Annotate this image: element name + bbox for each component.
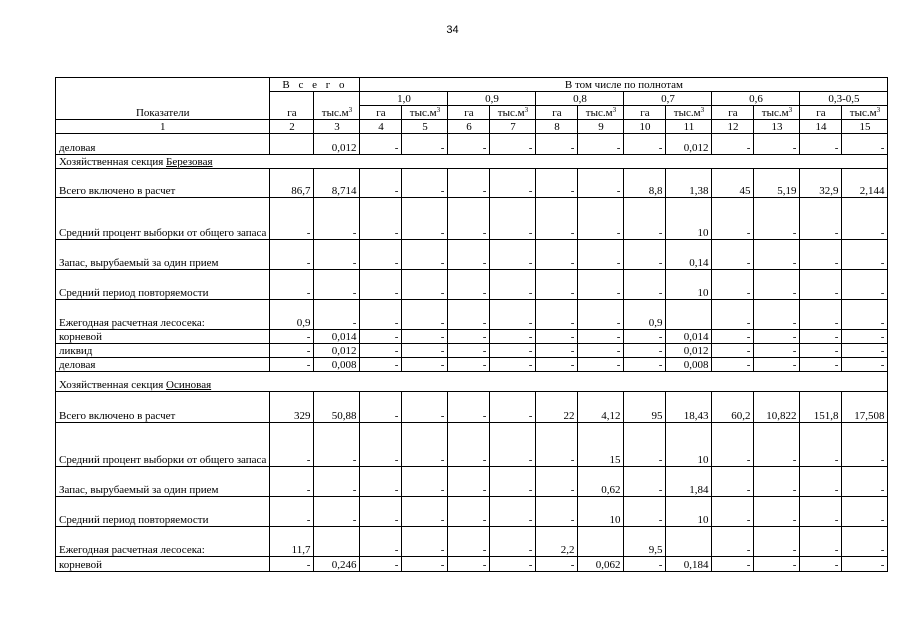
table-cell: 10 [666,198,712,240]
table-cell: - [624,423,666,467]
table-row [56,423,888,467]
table-cell: 10 [666,270,712,300]
table-cell: - [270,270,314,300]
table-cell: 0,014 [314,330,360,344]
table-cell: - [448,467,490,497]
table-cell: - [800,497,842,527]
table-cell: - [624,134,666,155]
table-cell: - [712,467,754,497]
table-cell: - [754,330,800,344]
table-cell: - [842,330,888,344]
header-indicators: Показатели [56,78,270,120]
table-cell: - [402,497,448,527]
column-number: 8 [536,120,578,134]
table-row [56,270,888,300]
table-cell: 8,8 [624,169,666,198]
table-cell: - [842,423,888,467]
table-cell: 0,012 [666,344,712,358]
table-cell: - [360,358,402,372]
table-cell: - [360,330,402,344]
column-number: 6 [448,120,490,134]
header-density-5: 0,3-0,5 [800,92,888,106]
table-cell: 151,8 [800,392,842,423]
table-cell: - [754,198,800,240]
table-cell: - [402,392,448,423]
table-cell [666,300,712,330]
header-density-1: 0,9 [448,92,536,106]
table-cell: - [578,240,624,270]
table-cell: - [800,300,842,330]
table-cell: 0,012 [666,134,712,155]
table-cell: - [402,423,448,467]
header-density-1-m3: $тыс.м^3$ [490,106,536,120]
header-density-4-ha: га [712,106,754,120]
table-cell: - [402,169,448,198]
table-cell: - [800,467,842,497]
table-cell: - [536,270,578,300]
table-row [56,527,888,557]
table-cell: - [536,169,578,198]
table-cell: - [754,423,800,467]
table-cell: - [624,557,666,572]
column-number: 14 [800,120,842,134]
table-cell: - [754,467,800,497]
table-cell: - [314,497,360,527]
table-cell: - [624,240,666,270]
section-title: Хозяйственная секция Осиновая [56,372,888,392]
table-cell: - [490,358,536,372]
table-cell: - [448,198,490,240]
column-number: 2 [270,120,314,134]
table-cell: 10,822 [754,392,800,423]
row-label: корневой [56,330,270,344]
table-cell: 11,7 [270,527,314,557]
table-cell [578,527,624,557]
table-cell: - [842,467,888,497]
table-cell: - [490,330,536,344]
table-cell: - [402,527,448,557]
header-total: В с е г о [270,78,360,92]
table-cell: - [448,358,490,372]
table-cell: - [800,270,842,300]
header-density-5-m3: $тыс.м^3$ [842,106,888,120]
table-cell: - [448,134,490,155]
table-row [56,330,888,344]
table-cell: - [490,467,536,497]
table-row [56,198,888,240]
header-density-5-ha: га [800,106,842,120]
table-cell: - [624,358,666,372]
table-cell: - [712,330,754,344]
table-cell: - [712,557,754,572]
row-label: деловая [56,134,270,155]
page-number: 34 [446,24,459,36]
table-cell: - [314,423,360,467]
table-cell: 10 [666,497,712,527]
column-number: 1 [56,120,270,134]
table-cell: - [270,423,314,467]
header-density-3: 0,7 [624,92,712,106]
table-row [56,467,888,497]
section-title: Хозяйственная секция Березовая [56,155,888,169]
table-cell: - [360,240,402,270]
row-label: Запас, вырубаемый за один прием [56,240,270,270]
table-cell: 50,88 [314,392,360,423]
table-cell: - [314,467,360,497]
column-number: 3 [314,120,360,134]
table-cell: - [270,330,314,344]
table-cell: - [402,467,448,497]
table-cell: - [536,344,578,358]
table-cell: - [754,344,800,358]
column-number: 11 [666,120,712,134]
table-cell: 0,012 [314,344,360,358]
header-row-1 [56,78,888,92]
table-cell: - [402,300,448,330]
column-number: 7 [490,120,536,134]
table-cell: - [360,467,402,497]
table-cell: - [800,358,842,372]
table-row [56,344,888,358]
table-cell: 95 [624,392,666,423]
table-cell: - [402,358,448,372]
table-cell: - [800,527,842,557]
table-cell: - [842,358,888,372]
table-cell: - [536,497,578,527]
table-cell: - [448,300,490,330]
table-cell: - [712,344,754,358]
row-label: Ежегодная расчетная лесосека: [56,527,270,557]
table-cell: 10 [666,423,712,467]
table-cell: - [402,557,448,572]
table-cell: - [754,240,800,270]
table-cell: - [314,240,360,270]
table-cell: - [842,344,888,358]
table-cell: - [314,198,360,240]
table-cell: 9,5 [624,527,666,557]
table-cell: - [712,527,754,557]
column-number: 10 [624,120,666,134]
table-cell: 32,9 [800,169,842,198]
table-cell: - [490,134,536,155]
header-density-3-m3: $тыс.м^3$ [666,106,712,120]
table-cell: - [402,134,448,155]
table-cell: - [490,497,536,527]
table-cell: - [490,300,536,330]
table-row [56,497,888,527]
table-cell: - [360,134,402,155]
table-cell: 60,2 [712,392,754,423]
table-cell: - [578,300,624,330]
table-cell: - [536,557,578,572]
table-cell: - [448,330,490,344]
table-cell [314,527,360,557]
table-row [56,392,888,423]
table-cell: - [360,270,402,300]
table-cell: - [490,240,536,270]
column-number: 5 [402,120,448,134]
section-header-row [56,372,888,392]
header-density-4: 0,6 [712,92,800,106]
table-cell: - [624,198,666,240]
table-cell: - [490,198,536,240]
table-cell: - [578,134,624,155]
table-cell: - [448,392,490,423]
column-number-row [56,120,888,134]
table-cell: 4,12 [578,392,624,423]
table-cell: - [536,358,578,372]
table-cell: - [712,358,754,372]
table-cell: - [270,240,314,270]
table-cell: - [800,330,842,344]
table-cell: - [448,423,490,467]
header-density-2-m3: $тыс.м^3$ [578,106,624,120]
table-cell: - [712,240,754,270]
table-cell [270,134,314,155]
table-cell: - [270,467,314,497]
table-cell: - [536,134,578,155]
table-cell: - [270,358,314,372]
table-cell: - [490,344,536,358]
table-cell: - [402,270,448,300]
table-cell: - [842,497,888,527]
table-row [56,240,888,270]
row-label: Средний процент выборки от общего запаса [56,198,270,240]
table-cell: - [360,557,402,572]
table-cell: 0,9 [270,300,314,330]
table-row [56,134,888,155]
table-cell: - [578,169,624,198]
table-cell: - [842,240,888,270]
table-cell: - [842,300,888,330]
table-cell: - [536,300,578,330]
table-cell: 0,246 [314,557,360,572]
table-cell: - [754,497,800,527]
column-number: 4 [360,120,402,134]
table-cell: - [402,344,448,358]
table-cell: - [448,270,490,300]
table-cell: - [490,169,536,198]
table-cell: 0,9 [624,300,666,330]
table-cell: 15 [578,423,624,467]
forest-data-table [55,77,888,572]
header-including: В том числе по полнотам [360,78,888,92]
header-density-0: 1,0 [360,92,448,106]
table-cell: 0,062 [578,557,624,572]
table-cell: - [754,557,800,572]
table-cell: - [448,240,490,270]
table-cell: - [360,392,402,423]
table-cell: - [624,344,666,358]
column-number: 15 [842,120,888,134]
row-label: Средний период повторяемости [56,497,270,527]
table-cell: - [448,497,490,527]
table-cell: 0,008 [314,358,360,372]
row-label: Запас, вырубаемый за один прием [56,467,270,497]
table-cell: - [712,423,754,467]
table-cell: - [360,527,402,557]
table-cell: - [578,358,624,372]
table-cell: 18,43 [666,392,712,423]
table-cell: - [842,198,888,240]
table-cell: - [800,344,842,358]
table-cell: - [360,169,402,198]
table-cell: - [578,270,624,300]
header-density-2: 0,8 [536,92,624,106]
table-cell: 0,14 [666,240,712,270]
table-cell: 86,7 [270,169,314,198]
header-density-2-ha: га [536,106,578,120]
table-cell: - [402,330,448,344]
row-label: ликвид [56,344,270,358]
row-label: корневой [56,557,270,572]
table-cell: - [270,557,314,572]
header-density-0-ha: га [360,106,402,120]
table-cell: 17,508 [842,392,888,423]
row-label: Всего включено в расчет [56,392,270,423]
table-cell: - [360,497,402,527]
table-cell: - [314,300,360,330]
table-cell: - [536,423,578,467]
header-density-4-m3: $тыс.м^3$ [754,106,800,120]
table-cell: 329 [270,392,314,423]
table-cell: 22 [536,392,578,423]
table-cell: - [754,134,800,155]
table-row [56,169,888,198]
table-cell: - [712,270,754,300]
table-cell: 0,184 [666,557,712,572]
table-cell: - [448,344,490,358]
table-cell: - [712,300,754,330]
table-cell: - [490,392,536,423]
table-cell: - [842,134,888,155]
table-cell: - [448,557,490,572]
table-cell: - [402,240,448,270]
header-total-m3: $тыс.м^3$ [314,92,360,120]
header-density-0-m3: $тыс.м^3$ [402,106,448,120]
table-cell: - [448,169,490,198]
table-cell: - [754,270,800,300]
section-header-row [56,155,888,169]
table-cell: - [270,497,314,527]
table-cell: 0,008 [666,358,712,372]
table-cell: - [754,300,800,330]
table-cell: - [754,527,800,557]
column-number: 13 [754,120,800,134]
table-cell: - [490,423,536,467]
table-cell: - [712,134,754,155]
table-cell: - [360,300,402,330]
table-cell: - [578,198,624,240]
table-cell: - [800,240,842,270]
table-cell: - [624,497,666,527]
table-cell: - [754,358,800,372]
table-cell: - [536,198,578,240]
table-cell: 5,19 [754,169,800,198]
table-cell: - [578,330,624,344]
table-cell: 1,84 [666,467,712,497]
header-density-3-ha: га [624,106,666,120]
row-label: Средний период повторяемости [56,270,270,300]
table-cell: - [624,467,666,497]
table-cell: - [624,270,666,300]
column-number: 9 [578,120,624,134]
table-cell: - [448,527,490,557]
table-cell: 45 [712,169,754,198]
table-cell: - [536,240,578,270]
column-number: 12 [712,120,754,134]
table-cell: - [842,527,888,557]
row-label: деловая [56,358,270,372]
table-cell: - [360,198,402,240]
table-cell: - [800,423,842,467]
table-row [56,358,888,372]
table-cell: - [624,330,666,344]
table-row [56,557,888,572]
table-cell: 2,144 [842,169,888,198]
table-cell: - [490,527,536,557]
table-cell: - [712,198,754,240]
table-cell: - [490,270,536,300]
table-row [56,300,888,330]
header-total-ha: га [270,92,314,120]
table-cell: - [360,423,402,467]
header-density-1-ha: га [448,106,490,120]
table-cell: 0,014 [666,330,712,344]
table-cell: - [360,344,402,358]
row-label: Ежегодная расчетная лесосека: [56,300,270,330]
row-label: Всего включено в расчет [56,169,270,198]
table-cell: 1,38 [666,169,712,198]
table-cell: - [314,270,360,300]
table-cell: - [842,270,888,300]
row-label: Средний процент выборки от общего запаса [56,423,270,467]
table-cell: 0,012 [314,134,360,155]
table-cell: - [536,467,578,497]
table-cell [666,527,712,557]
table-cell: - [270,198,314,240]
table-cell: - [536,330,578,344]
table-cell: - [578,344,624,358]
table-cell: 8,714 [314,169,360,198]
table-cell: - [800,198,842,240]
table-body [56,78,888,572]
table-cell: - [270,344,314,358]
table-cell: 0,62 [578,467,624,497]
table-cell: - [712,497,754,527]
table-cell: - [842,557,888,572]
table-cell: - [402,198,448,240]
table-cell: 10 [578,497,624,527]
table-cell: - [800,557,842,572]
table-cell: - [800,134,842,155]
table-cell: 2,2 [536,527,578,557]
table-cell: - [490,557,536,572]
